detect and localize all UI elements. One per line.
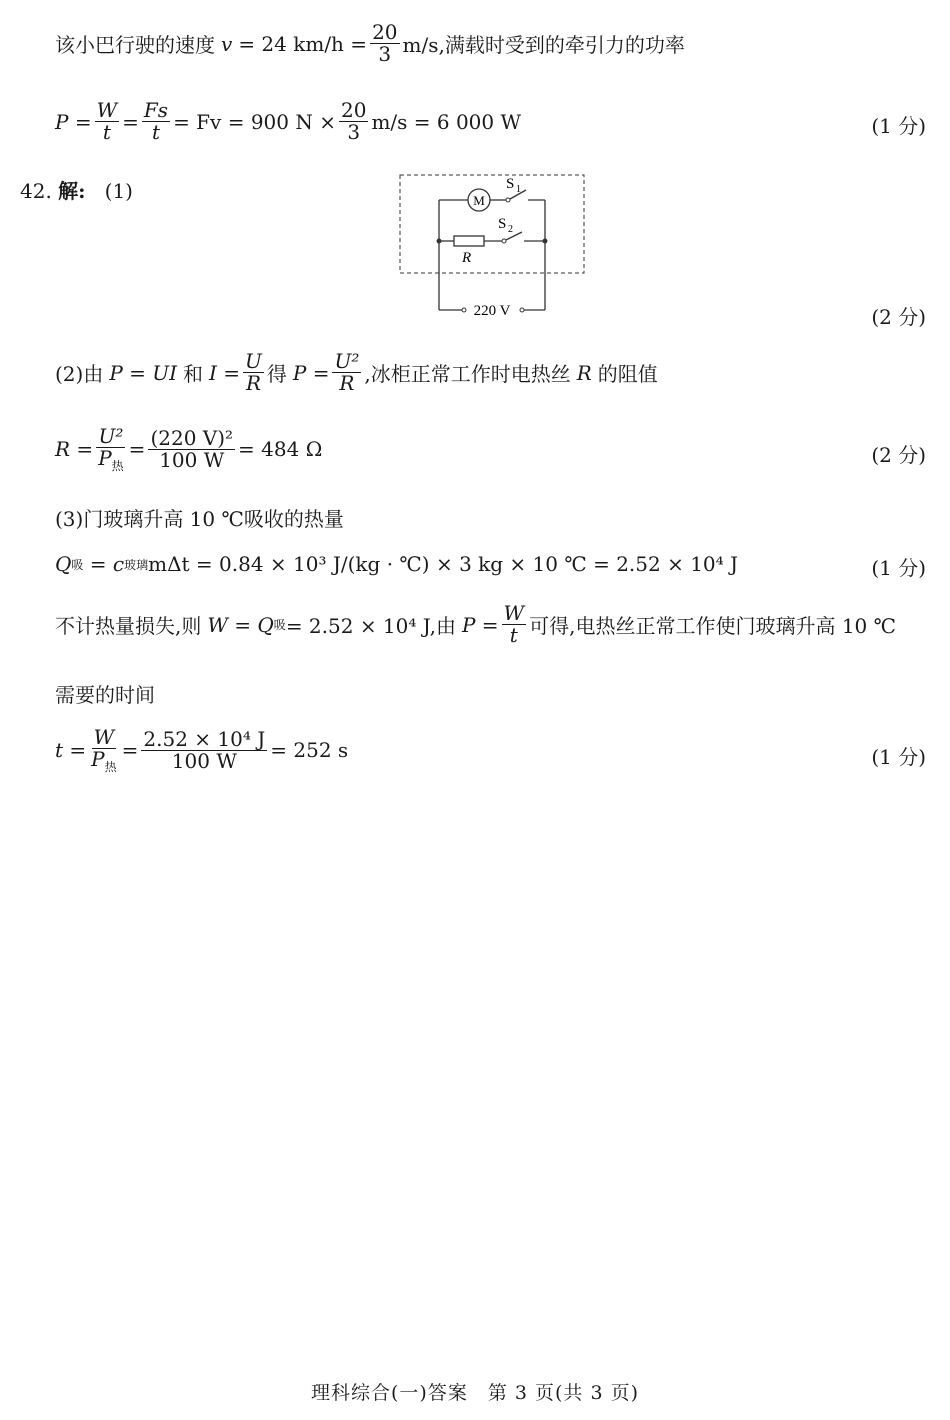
- fraction-20-3: $\frac{20}{3}$: [372, 20, 398, 66]
- score-42-1: (2 分): [871, 305, 926, 329]
- fraction-20-3-b: $\frac{20}{3}$: [340, 98, 367, 144]
- solve-label: 解:: [58, 179, 86, 203]
- part2-intro: (2)由 P = UI 和 I = $\frac{U}{R}$ 得 P = $\frac{\text{U²}}{R}$ ,冰柜正常工作时电热丝 R 的阻值: [55, 349, 658, 395]
- source-label: 220 V: [473, 303, 511, 319]
- score-42-3a: (1 分): [871, 556, 926, 580]
- motor-label: M: [473, 193, 485, 208]
- power-formula: P = $\frac{W}{t}$ = $\frac{Fs}{t}$ = Fv = 900 N × $\frac{20}{3}$ m/s = 6 000 W: [55, 98, 522, 144]
- score-42-3b: (1 分): [871, 745, 926, 769]
- question-42-header: [20, 175, 133, 204]
- speed-suffix: m/s,满载时受到的牵引力的功率: [402, 33, 685, 57]
- v-value: = 24 km/h =: [238, 31, 368, 56]
- time-text-2: 需要的时间: [55, 683, 155, 707]
- fraction-252e4: $\frac{\text{2.52 × 10⁴ J}}{100 W}$: [143, 726, 266, 773]
- fraction-w-p: $\frac{W}{P_热}$: [91, 725, 117, 774]
- time-text: 不计热量损失,则 W = Q 吸 = 2.52 × 10⁴ J,由 P = $\frac{W}{t}$ 可得,电热丝正常工作使门玻璃升高 10 ℃: [55, 601, 897, 647]
- s1-label: S: [506, 176, 515, 192]
- fraction-fs-t: $\frac{Fs}{t}$: [143, 98, 169, 144]
- s2-sub: 2: [508, 224, 513, 235]
- fraction-u2-r: $\frac{\text{U²}}{R}$: [334, 349, 360, 395]
- circuit-diagram: [396, 168, 588, 326]
- page-footer: 理科综合(一)答案 第 3 页(共 3 页): [311, 1382, 639, 1404]
- score-42-2: (2 分): [871, 443, 926, 467]
- fraction-u-r: $\frac{U}{R}$: [245, 349, 262, 395]
- fraction-w-t-2: $\frac{W}{t}$: [503, 601, 525, 647]
- fraction-220: $\frac{\text{(220 V)²}}{100 W}$: [150, 425, 234, 472]
- question-number: 42.: [20, 179, 52, 203]
- speed-text: 该小巴行驶的速度: [55, 33, 215, 57]
- part1-label: (1): [104, 179, 133, 203]
- resistance-formula: R = $\frac{\text{U²}}{P_热}$ = $\frac{\text{(220 V)²}}{100 W}$ = 484 Ω: [55, 424, 323, 473]
- s2-label: S: [498, 216, 507, 232]
- resistor-label: R: [462, 250, 472, 266]
- dashed-box: [400, 175, 584, 273]
- part3-intro: (3)门玻璃升高 10 ℃吸收的热量: [55, 507, 344, 531]
- fraction-u2-p: $\frac{\text{U²}}{P_热}$: [98, 424, 124, 473]
- heat-formula: Q 吸 = c 玻璃 mΔt = 0.84 × 10³ J/(kg · ℃) × 3 kg × 10 ℃ = 2.52 × 10⁴ J: [55, 552, 739, 576]
- v-symbol: v: [221, 31, 233, 56]
- time-formula: t = $\frac{W}{P_热}$ = $\frac{\text{2.52 × 10⁴ J}}{100 W}$ = 252 s: [55, 725, 349, 774]
- s1-sub: 1: [516, 184, 521, 195]
- score-41: (1 分): [871, 114, 926, 138]
- speed-line: [55, 22, 926, 65]
- fraction-w-t: $\frac{W}{t}$: [96, 98, 118, 144]
- resistor-icon: [454, 236, 484, 246]
